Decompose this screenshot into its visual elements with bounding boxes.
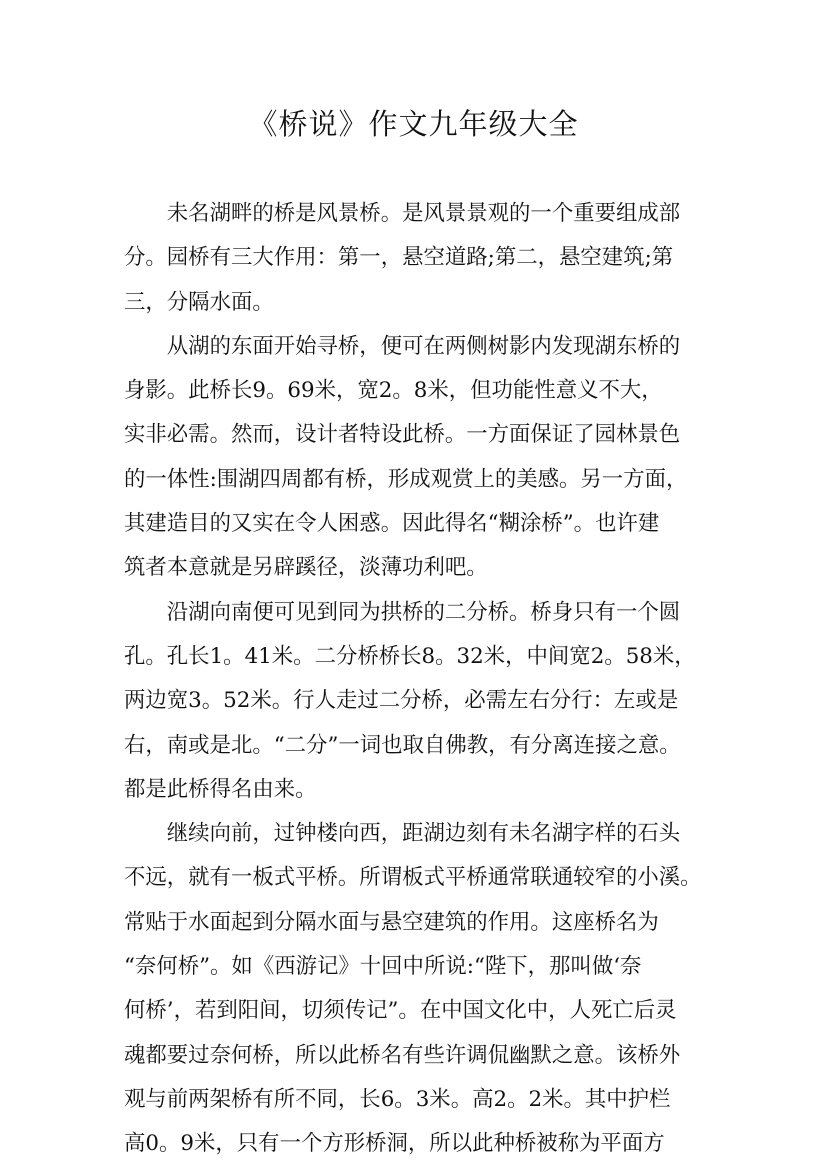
text-line: 从湖的东面开始寻桥，便可在两侧树影内发现湖东桥的: [124, 333, 681, 359]
document-body: [124, 192, 712, 1167]
text-line: “奈何桥”。如《西游记》十回中所说:“陛下，那叫做‘奈: [124, 954, 642, 980]
text-line: 沿湖向南便可见到同为拱桥的二分桥。桥身只有一个圆: [124, 599, 681, 625]
text-line: 分。园桥有三大作用：第一，悬空道路;第二，悬空建筑;第: [124, 245, 674, 271]
text-line: 身影。此桥长9。69米，宽2。8米，但功能性意义不大，: [124, 378, 663, 404]
text-line: 高0。9米，只有一个方形桥洞，所以此种桥被称为平面方: [124, 1131, 665, 1157]
text-line: 继续向前，过钟楼向西，距湖边刻有未名湖字样的石头: [124, 821, 681, 847]
text-line: 实非必需。然而，设计者特设此桥。一方面保证了园林景色: [124, 422, 681, 448]
text-line: 魂都要过奈何桥，所以此桥名有些许调侃幽默之意。该桥外: [124, 1042, 681, 1068]
text-line: 不远，就有一板式平桥。所谓板式平桥通常联通较窄的小溪。: [124, 865, 702, 891]
text-line: 都是此桥得名由来。: [124, 776, 317, 802]
text-line: 筑者本意就是另辟蹊径，淡薄功利吧。: [124, 555, 488, 581]
text-line: 其建造目的又实在令人困惑。因此得名“糊涂桥”。也许建: [124, 511, 660, 537]
text-line: 的一体性:围湖四周都有桥，形成观赏上的美感。另一方面，: [124, 466, 688, 492]
text-line: 何桥’，若到阳间，切须传记”。在中国文化中，人死亡后灵: [124, 998, 677, 1024]
text-line: 孔。孔长1。41米。二分桥桥长8。32米，中间宽2。58米，: [124, 643, 696, 669]
text-line: 观与前两架桥有所不同，长6。3米。高2。2米。其中护栏: [124, 1086, 671, 1112]
document-title: 《桥说》作文九年级大全: [248, 107, 579, 141]
text-line: 两边宽3。52米。行人走过二分桥，必需左右分行：左或是: [124, 688, 679, 714]
text-line: 常贴于水面起到分隔水面与悬空建筑的作用。这座桥名为: [124, 909, 659, 935]
text-line: 右，南或是北。“二分”一词也取自佛教，有分离连接之意。: [124, 732, 681, 758]
text-line: 未名湖畔的桥是风景桥。是风景景观的一个重要组成部: [124, 201, 681, 226]
text-line: 三，分隔水面。: [124, 289, 274, 315]
